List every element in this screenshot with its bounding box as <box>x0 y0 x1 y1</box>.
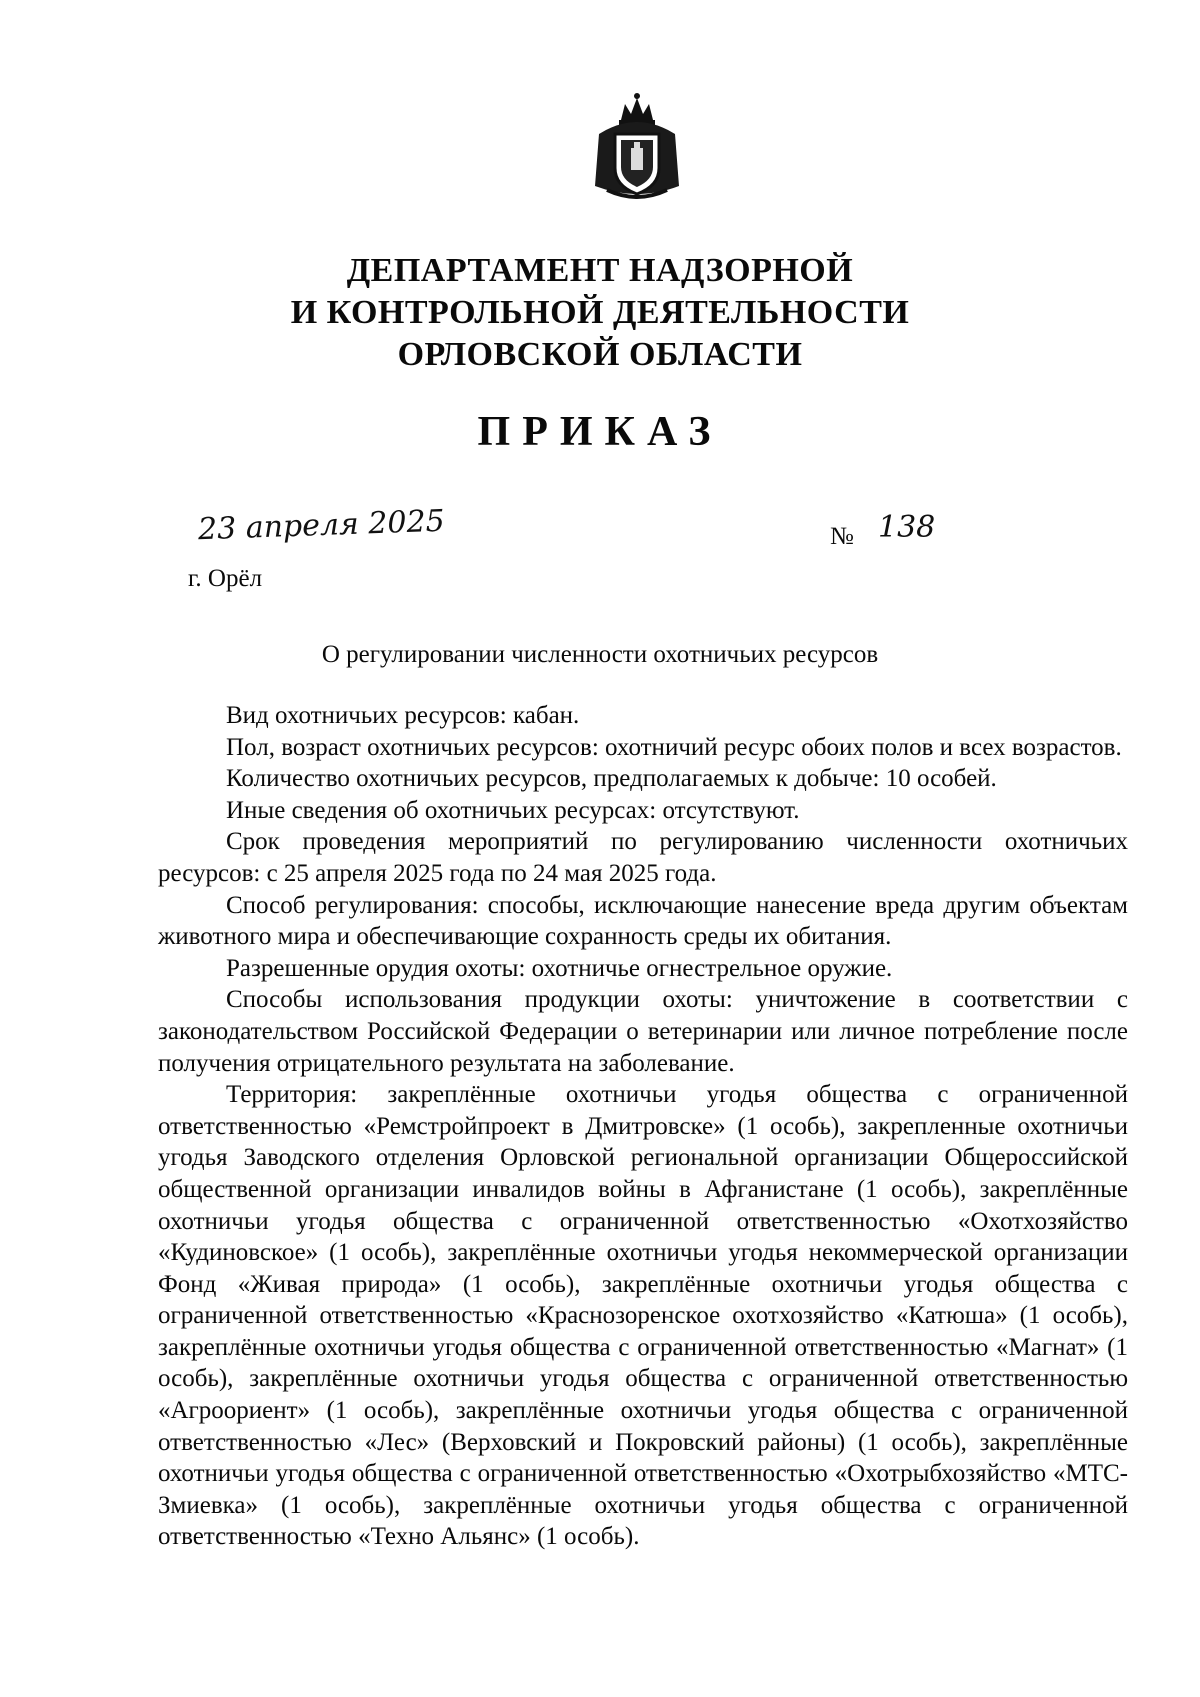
paragraph-product-use: Способы использования продукции охоты: уничтожение в соответствии с законодательством Российской Федерации о ветеринарии или личное потребление после получения отрицательного результата на заболевание. <box>158 986 1128 1077</box>
paragraph-quantity: Количество охотничьих ресурсов, предполагаемых к добыче: 10 особей. <box>226 765 997 793</box>
handwritten-number: 138 <box>878 510 936 545</box>
department-name <box>0 250 1200 376</box>
order-body <box>158 700 1128 1553</box>
handwritten-date: 23 апреля 2025 <box>197 503 446 548</box>
paragraph-period: Срок проведения мероприятий по регулированию численности охотничьих ресурсов: с 25 апреля 2025 года по 24 мая 2025 года. <box>158 828 1128 887</box>
city-label: г. Орёл <box>188 565 263 592</box>
paragraph-sex-age: Пол, возраст охотничьих ресурсов: охотничий ресурс обоих полов и всех возрастов. <box>226 733 1122 761</box>
department-line-3: ОРЛОВСКОЙ ОБЛАСТИ <box>397 336 803 373</box>
paragraph-other-info: Иные сведения об охотничьих ресурсах: отсутствуют. <box>226 796 800 824</box>
number-label: № <box>830 523 854 550</box>
document-type-title: ПРИКАЗ <box>477 409 723 455</box>
department-line-1: ДЕПАРТАМЕНТ НАДЗОРНОЙ <box>346 252 854 289</box>
coat-of-arms-icon <box>591 90 683 206</box>
order-subject: О регулировании численности охотничьих ресурсов <box>321 641 879 668</box>
paragraph-method: Способ регулирования: способы, исключающие нанесение вреда другим объектам животного мира и обеспечивающие сохранность среды их обитания. <box>158 891 1128 951</box>
paragraph-weapons: Разрешенные орудия охоты: охотничье огнестрельное оружие. <box>226 954 893 982</box>
paragraph-species: Вид охотничьих ресурсов: кабан. <box>226 702 580 729</box>
department-line-2: И КОНТРОЛЬНОЙ ДЕЯТЕЛЬНОСТИ <box>290 294 910 331</box>
paragraph-territory: Территория: закреплённые охотничьи угодья общества с ограниченной ответственностью «Ремстройпроект в Дмитровске» (1 особь), закрепленные охотничьи угодья Заводского отделения Орловской региональной организации Общероссийской общественной организации инвалидов войны в Афганистане (1 особь), закреплённые охотничьи угодья общества с ограниченной ответственностью «Охотхозяйство «Кудиновское» (1 особь), закреплённые охотничьи угодья некоммерческой организации Фонд «Живая природа» (1 особь), закреплённые охотничьи угодья общества с ограниченной ответственностью «Краснозоренское охотхозяйство «Катюша» (1 особь), закреплённые охотничьи угодья общества с ограниченной ответственностью «Магнат» (1 особь), закреплённые охотничьи угодья общества с ограниченной ответственностью «Агроориент» (1 особь), закреплённые охотничьи угодья общества с ограниченной ответственностью «Лес» (Верховский и Покровский районы) (1 особь), закреплённые охотничьи угодья общества с ограниченной ответственностью «Охотрыбхозяйство «МТС-Змиевка» (1 особь), закреплённые охотничьи угодья общества с ограниченной ответственностью «Техно Альянс» (1 особь). <box>158 1081 1128 1551</box>
